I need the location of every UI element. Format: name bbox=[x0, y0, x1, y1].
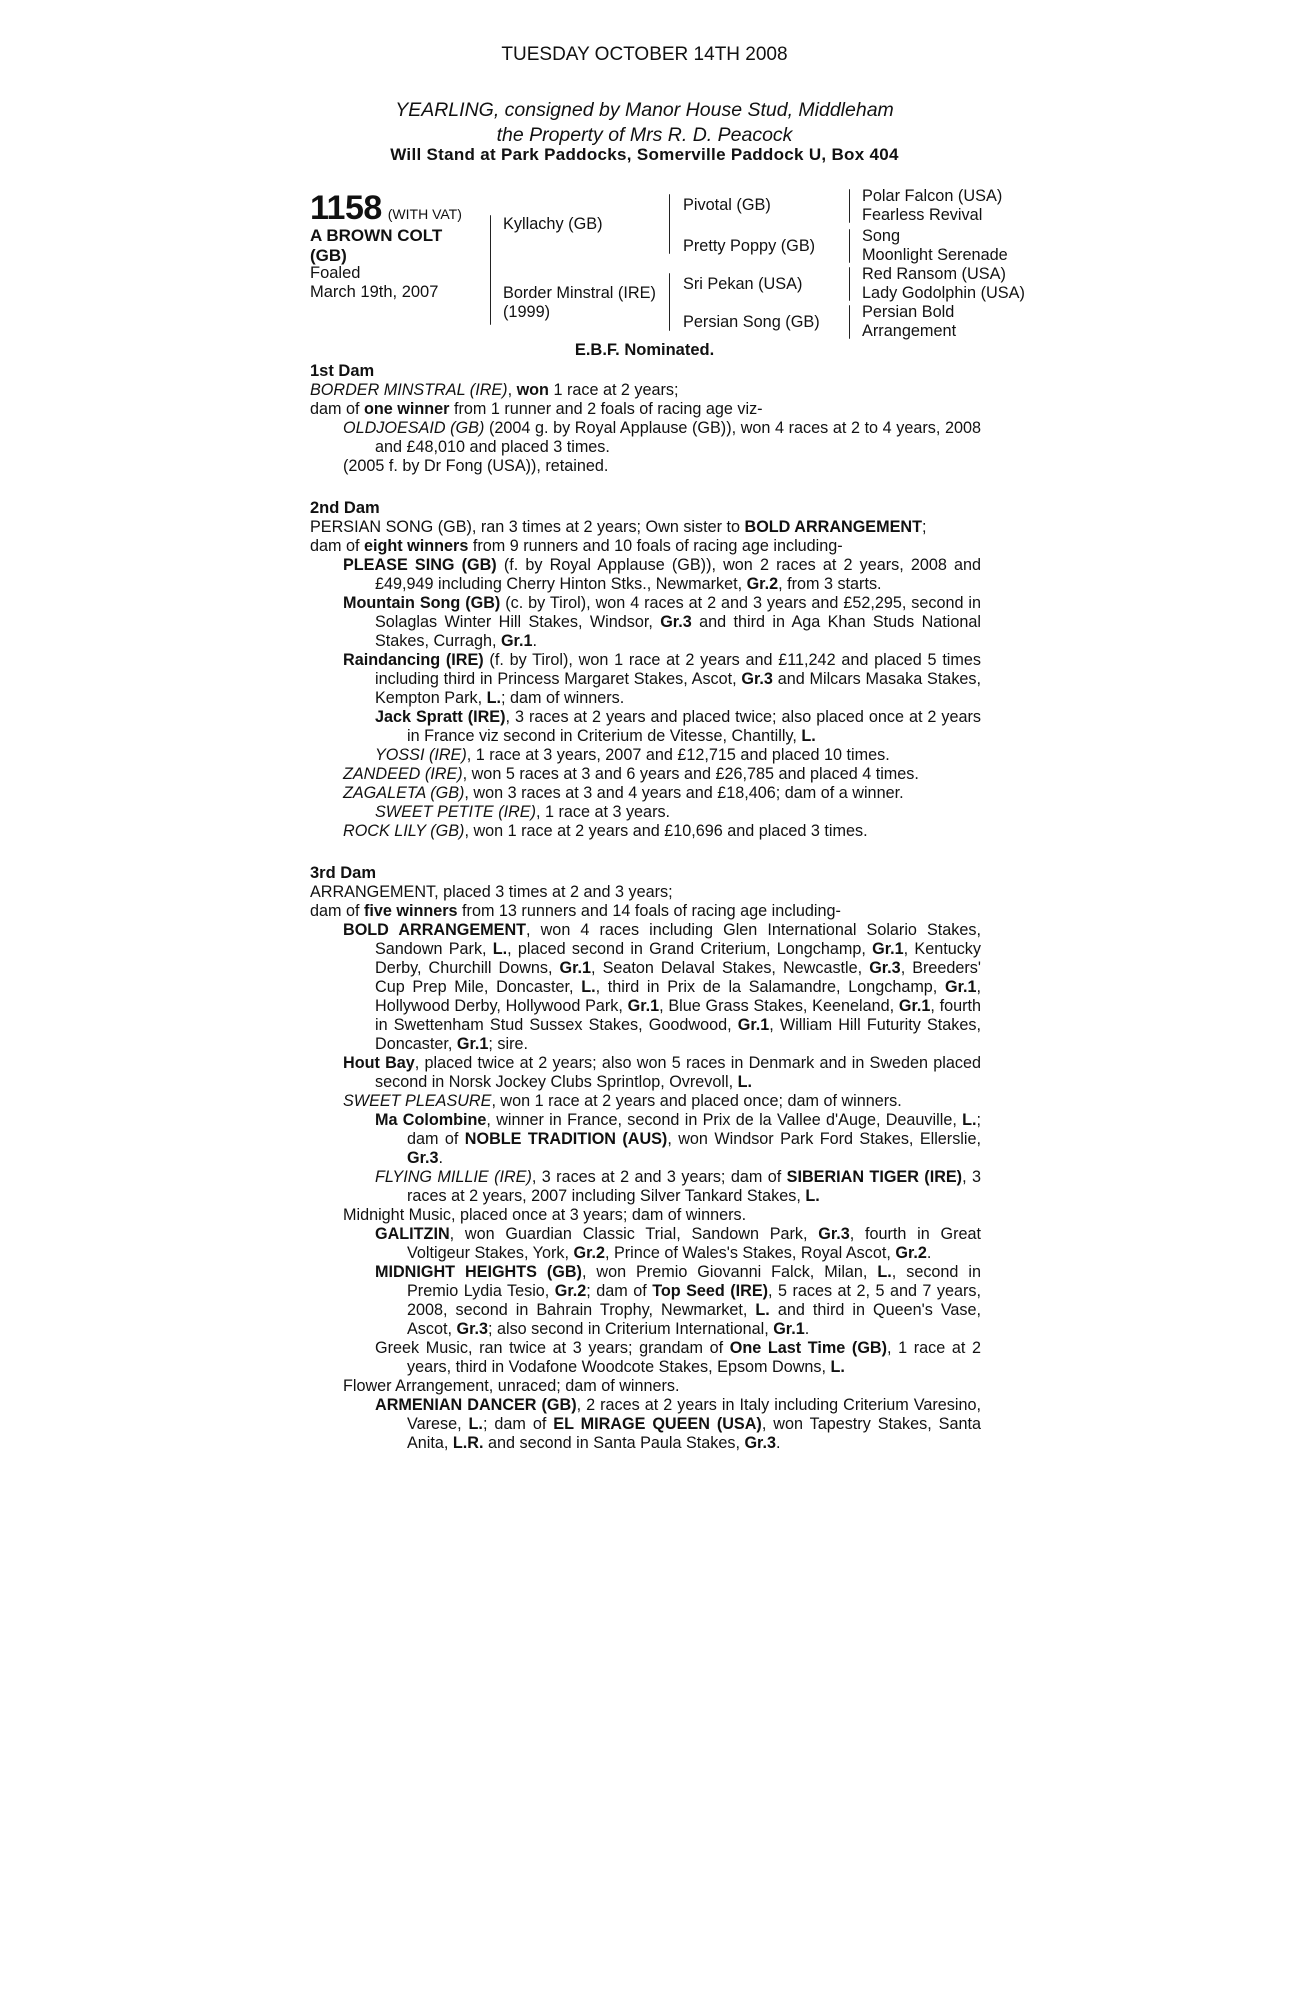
pedigree-dam-name: Border Minstral (IRE) bbox=[503, 284, 656, 302]
pedigree-dam bbox=[503, 284, 656, 322]
pedigree-dam-sire: Sri Pekan (USA) bbox=[683, 275, 803, 293]
sale-date: TUESDAY OCTOBER 14TH 2008 bbox=[501, 44, 788, 65]
produce-entry: BOLD ARRANGEMENT, won 4 races including Glen International Solario Stakes, Sandown Park, L., placed second in Grand Criterium, Longchamp, Gr.1, Kentucky Derby, Churchill Downs, Gr.1, Seaton Delaval Stakes, Newcastle, Gr.3, Breeders' Cup Prep Mile, Doncaster, L., third in Prix de la Salamandre, Longchamp, Gr.1, Hollywood Derby, Hollywood Park, Gr.1, Blue Grass Stakes, Keeneland, Gr.1, fourth in Swettenham Stud Sussex Stakes, Goodwood, Gr.1, William Hill Futurity Stakes, Doncaster, Gr.1; sire. bbox=[343, 921, 982, 1053]
produce-entry: SWEET PETITE (IRE), 1 race at 3 years. bbox=[375, 803, 671, 821]
pedigree-sire-dam: Pretty Poppy (GB) bbox=[683, 237, 816, 255]
pedigree-dd-dam: Arrangement bbox=[862, 322, 957, 340]
produce-entry: Jack Spratt (IRE), 3 races at 2 years and placed twice; also placed once at 2 years in France viz second in Criterium de Vitesse, Chantilly, L. bbox=[375, 708, 981, 745]
stand-location: Will Stand at Park Paddocks, Somerville Paddock U, Box 404 bbox=[390, 145, 899, 164]
produce-entry: ROCK LILY (GB), won 1 race at 2 years and £10,696 and placed 3 times. bbox=[343, 822, 868, 840]
brace-sire bbox=[669, 194, 670, 254]
produce-entry: ZAGALETA (GB), won 3 races at 3 and 4 years and £18,406; dam of a winner. bbox=[343, 784, 904, 802]
first-dam-won: won bbox=[516, 381, 549, 399]
produce-entry: GALITZIN, won Guardian Classic Trial, Sandown Park, Gr.3, fourth in Great Voltigeur Stakes, York, Gr.2, Prince of Wales's Stakes, Royal Ascot, Gr.2. bbox=[375, 1225, 981, 1262]
pedigree-dam-dam: Persian Song (GB) bbox=[683, 313, 820, 331]
third-dam-record: ARRANGEMENT, placed 3 times at 2 and 3 years; bbox=[310, 883, 673, 901]
lot-number-block bbox=[310, 189, 462, 228]
owner-line: the Property of Mrs R. D. Peacock bbox=[496, 124, 793, 146]
brace-dam bbox=[669, 273, 670, 331]
pedigree-ss-dam: Fearless Revival bbox=[862, 206, 983, 224]
foaled-date: March 19th, 2007 bbox=[310, 283, 439, 301]
lot-description bbox=[310, 226, 470, 266]
pedigree-ss-sire: Polar Falcon (USA) bbox=[862, 187, 1003, 205]
produce-entry: MIDNIGHT HEIGHTS (GB), won Premio Giovanni Falck, Milan, L., second in Premio Lydia Tesio, Gr.2; dam of Top Seed (IRE), 5 races at 2, 5 and 7 years, 2008, second in Bahrain Trophy, Newmarket, L. and third in Queen's Vase, Ascot, Gr.3; also second in Criterium International, Gr.1. bbox=[375, 1263, 982, 1338]
produce-entry: Greek Music, ran twice at 3 years; grandam of One Last Time (GB), 1 race at 2 years, third in Vodafone Woodcote Stakes, Epsom Downs, L. bbox=[375, 1339, 982, 1376]
pedigree-sire-sire: Pivotal (GB) bbox=[683, 196, 771, 214]
brace-sd bbox=[849, 229, 850, 263]
produce-entry: Hout Bay, placed twice at 2 years; also won 5 races in Denmark and in Sweden placed second in Norsk Jockey Clubs Sprintlop, Ovrevoll, L. bbox=[343, 1054, 981, 1091]
first-dam-produce-2: (2005 f. by Dr Fong (USA)), retained. bbox=[343, 457, 609, 475]
produce-entry: Raindancing (IRE) (f. by Tirol), won 1 race at 2 years and £11,242 and placed 5 times including third in Princess Margaret Stakes, Ascot, Gr.3 and Milcars Masaka Stakes, Kempton Park, L.; dam of winners. bbox=[343, 651, 982, 707]
pedigree-dam-year: (1999) bbox=[503, 303, 551, 321]
produce-entry: FLYING MILLIE (IRE), 3 races at 2 and 3 years; dam of SIBERIAN TIGER (IRE), 3 races at 2 years, 2007 including Silver Tankard Stakes, L. bbox=[375, 1168, 981, 1205]
second-dam-heading: 2nd Dam bbox=[310, 499, 380, 517]
consignor-line: YEARLING, consigned by Manor House Stud, Middleham bbox=[395, 99, 894, 121]
first-dam-produce-1: OLDJOESAID (GB) (2004 g. by Royal Applause (GB)), won 4 races at 2 to 4 years, 2008 and £48,010 and placed 3 times. bbox=[343, 419, 982, 456]
produce-entry: ZANDEED (IRE), won 5 races at 3 and 6 years and £26,785 and placed 4 times. bbox=[343, 765, 919, 783]
pedigree-ds-dam: Lady Godolphin (USA) bbox=[862, 284, 1025, 302]
second-dam-record: PERSIAN SONG (GB), ran 3 times at 2 years; Own sister to BOLD ARRANGEMENT; bbox=[310, 518, 927, 536]
second-dam-produce-summary: dam of eight winners from 9 runners and 10 foals of racing age including- bbox=[310, 537, 843, 555]
produce-entry: YOSSI (IRE), 1 race at 3 years, 2007 and £12,715 and placed 10 times. bbox=[375, 746, 890, 764]
third-dam-produce-summary: dam of five winners from 13 runners and 14 foals of racing age including- bbox=[310, 902, 841, 920]
lot-description-line1: A BROWN COLT bbox=[310, 226, 443, 245]
third-dam-heading: 3rd Dam bbox=[310, 864, 377, 882]
produce-entry: Midnight Music, placed once at 3 years; dam of winners. bbox=[343, 1206, 747, 1224]
first-dam-heading: 1st Dam bbox=[310, 362, 375, 380]
brace-gen1 bbox=[490, 215, 491, 325]
pedigree-sire: Kyllachy (GB) bbox=[503, 215, 603, 233]
pedigree-dd-sire: Persian Bold bbox=[862, 303, 955, 321]
consignment-block bbox=[0, 98, 1289, 148]
produce-entry: SWEET PLEASURE, won 1 race at 2 years and placed once; dam of winners. bbox=[343, 1092, 902, 1110]
foaled-block bbox=[310, 264, 438, 302]
brace-dd bbox=[849, 305, 850, 339]
produce-entry: ARMENIAN DANCER (GB), 2 races at 2 years in Italy including Criterium Varesino, Varese, L.; dam of EL MIRAGE QUEEN (USA), won Tapestry Stakes, Santa Anita, L.R. and second in Santa Paula Stakes, Gr.3. bbox=[375, 1396, 981, 1452]
lot-number: 1158 bbox=[310, 189, 382, 227]
first-dam-produce-summary: dam of one winner from 1 runner and 2 foals of racing age viz- bbox=[310, 400, 763, 418]
brace-ss bbox=[849, 189, 850, 223]
pedigree-ds-sire: Red Ransom (USA) bbox=[862, 265, 1006, 283]
vat-note: (WITH VAT) bbox=[387, 206, 462, 222]
brace-ds bbox=[849, 267, 850, 301]
ebf-nominated: E.B.F. Nominated. bbox=[574, 341, 715, 359]
foaled-label: Foaled bbox=[310, 264, 361, 282]
first-dam-name: BORDER MINSTRAL (IRE) bbox=[310, 381, 508, 399]
produce-entry: Flower Arrangement, unraced; dam of winners. bbox=[343, 1377, 680, 1395]
pedigree-sd-sire: Song bbox=[862, 227, 901, 245]
catalogue-body bbox=[310, 358, 981, 1453]
produce-entry: Ma Colombine, winner in France, second in Prix de la Vallee d'Auge, Deauville, L.; dam of NOBLE TRADITION (AUS), won Windsor Park Ford Stakes, Ellerslie, Gr.3. bbox=[375, 1111, 981, 1167]
produce-entry: PLEASE SING (GB) (f. by Royal Applause (GB)), won 2 races at 2 years, 2008 and £49,949 including Cherry Hinton Stks., Newmarket, Gr.2, from 3 starts. bbox=[343, 556, 981, 593]
first-dam-record: BORDER MINSTRAL (IRE), won 1 race at 2 years; bbox=[310, 381, 679, 399]
produce-entry: Mountain Song (GB) (c. by Tirol), won 4 races at 2 and 3 years and £52,295, second in Solaglas Winter Hill Stakes, Windsor, Gr.3 and third in Aga Khan Studs National Stakes, Curragh, Gr.1. bbox=[343, 594, 981, 650]
pedigree-sd-dam: Moonlight Serenade bbox=[862, 246, 1008, 264]
lot-description-line2: (GB) bbox=[310, 246, 347, 265]
